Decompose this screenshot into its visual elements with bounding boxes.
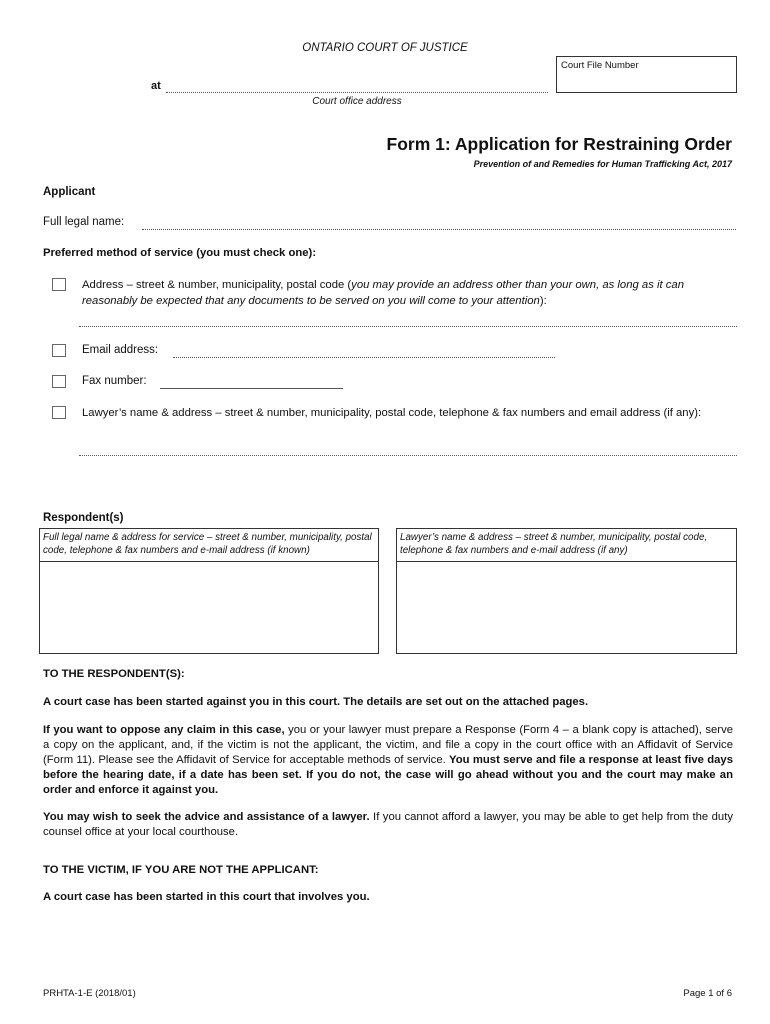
service-method-heading: Preferred method of service (you must check one): xyxy=(43,247,317,259)
form-code: PRHTA-1-E (2018/01) xyxy=(43,988,136,999)
address-option-text xyxy=(82,277,734,309)
address-option-label: Address – street & number, municipality, postal code ( xyxy=(82,279,352,291)
form-subtitle: Prevention of and Remedies for Human Trafficking Act, 2017 xyxy=(473,159,732,169)
court-office-caption: Court office address xyxy=(312,96,402,107)
email-checkbox[interactable] xyxy=(52,344,66,357)
court-file-number-label: Court File Number xyxy=(561,60,639,71)
oppose-bold: If you want to oppose any claim in this case, xyxy=(43,724,285,736)
address-option-close: ): xyxy=(539,295,547,307)
victim-case-text: A court case has been started in this court that involves you. xyxy=(43,891,370,903)
advice-bold: You may wish to seek the advice and assistance of a lawyer. xyxy=(43,811,370,823)
fax-label: Fax number: xyxy=(82,375,147,387)
lawyer-field[interactable] xyxy=(79,455,737,456)
court-file-number-field[interactable] xyxy=(556,56,737,93)
full-legal-name-field[interactable] xyxy=(142,229,736,230)
applicant-heading: Applicant xyxy=(43,186,96,198)
at-label: at xyxy=(151,80,161,92)
court-office-address-field[interactable] xyxy=(166,92,548,93)
oppose-paragraph xyxy=(43,723,733,798)
lawyer-option-label: Lawyer’s name & address – street & number, municipality, postal code, telephone & fax numbers and email address (if any): xyxy=(82,407,702,419)
lawyer-checkbox[interactable] xyxy=(52,406,66,419)
advice-paragraph xyxy=(43,810,733,840)
email-label: Email address: xyxy=(82,344,159,356)
respondent-lawyer-header: Lawyer’s name & address – street & number, municipality, postal code, telephone & fax numbers and e-mail address (if any) xyxy=(397,529,736,562)
respondent-details-header: Full legal name & address for service – street & number, municipality, postal code, telephone & fax numbers and e-mail address (if known) xyxy=(40,529,378,562)
advice-text: If you cannot afford a lawyer, you may be able to get help from the duty counsel office at your local courthouse. xyxy=(43,811,733,838)
full-legal-name-label: Full legal name: xyxy=(43,216,125,228)
oppose-text: you or your lawyer must prepare a Response (Form 4 – a blank copy is attached), serve a copy on the applicant, and, if the victim is not the applicant, the victim, and file a copy in the court office with an Affidavit of Service (Form 11). Please see the Affidavit of Service for acceptable methods of service. xyxy=(43,724,733,766)
email-field[interactable] xyxy=(173,357,555,358)
page-number: Page 1 of 6 xyxy=(683,988,732,999)
respondents-heading: Respondent(s) xyxy=(43,512,124,524)
address-field[interactable] xyxy=(79,326,737,327)
fax-checkbox[interactable] xyxy=(52,375,66,388)
address-checkbox[interactable] xyxy=(52,278,66,291)
to-victim-heading: TO THE VICTIM, IF YOU ARE NOT THE APPLICANT: xyxy=(43,864,319,876)
form-title: Form 1: Application for Restraining Order xyxy=(386,134,732,154)
court-name: ONTARIO COURT OF JUSTICE xyxy=(302,42,468,54)
respondent-details-box[interactable] xyxy=(39,528,379,654)
respondent-lawyer-box[interactable] xyxy=(396,528,737,654)
fax-field[interactable] xyxy=(160,388,343,389)
oppose-bold-2: You must serve and file a response at least five days before the hearing date, if a date has been set. If you do not, the case will go ahead without you and the court may make an order and enforce it against you. xyxy=(43,754,733,796)
to-respondent-heading: TO THE RESPONDENT(S): xyxy=(43,668,185,680)
case-started-text: A court case has been started against you in this court. The details are set out on the attached pages. xyxy=(43,696,589,708)
address-option-note: you may provide an address other than your own, as long as it can reasonably be expected that any documents to be served on you will come to your attention xyxy=(82,279,684,307)
